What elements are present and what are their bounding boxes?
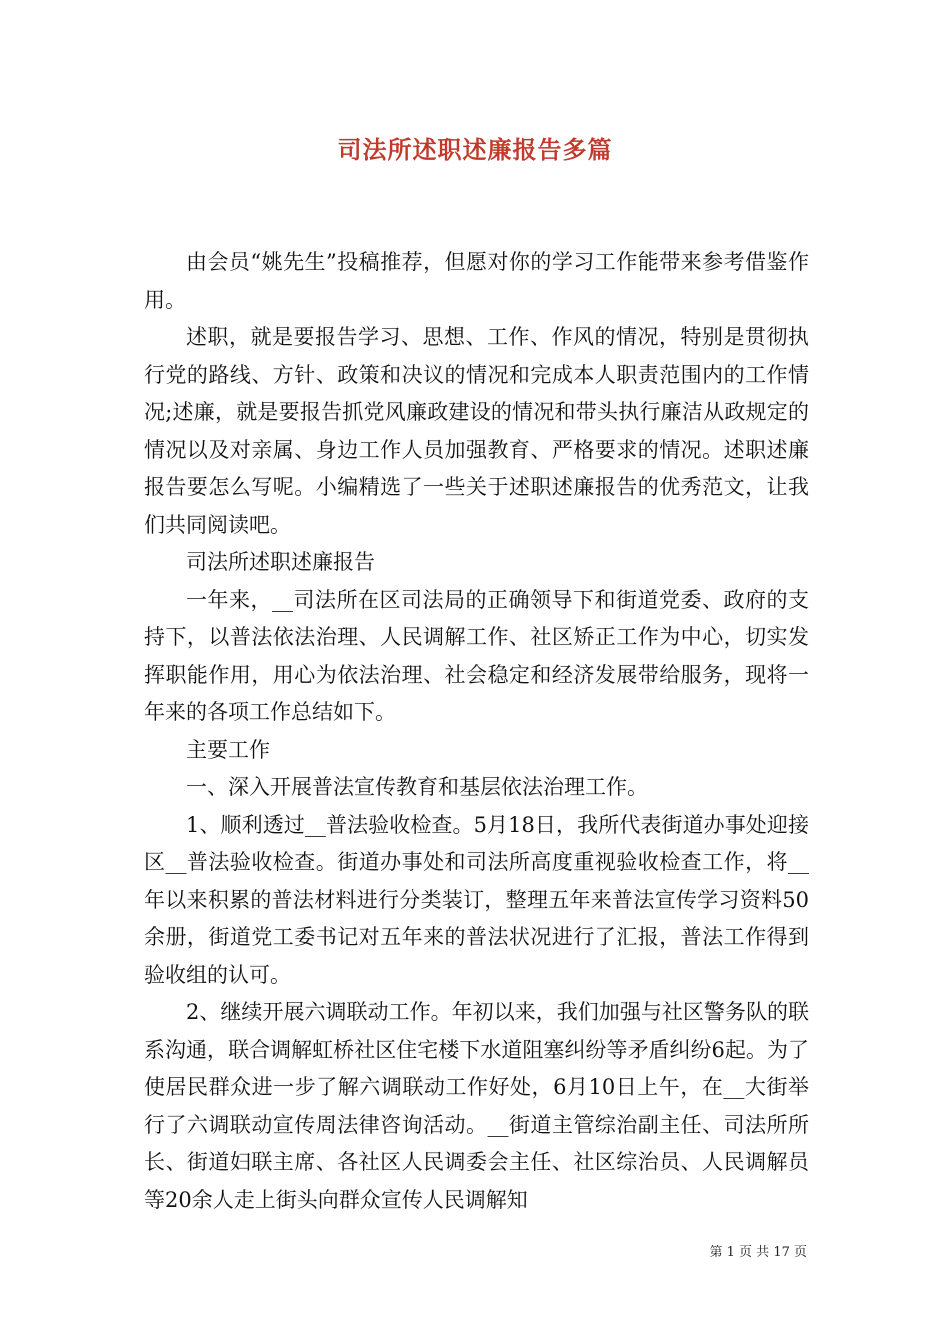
page-footer: 第 1 页 共 17 页 (709, 1245, 807, 1260)
paragraph-main-work: 主要工作 (186, 737, 270, 762)
document-body (144, 244, 809, 1219)
paragraph-summary: 一年来，__司法所在区司法局的正确领导下和街道党委、政府的支持下，以普法依法治理、人民调解工作、社区矫正工作为中心，切实发挥职能作用，用心为依法治理、社会稳定和经济发展带给服务，现将一年来的各项工作总结如下。 (144, 587, 809, 724)
paragraph-definition: 述职，就是要报告学习、思想、工作、作风的情况，特别是贯彻执行党的路线、方针、政策和决议的情况和完成本人职责范围内的工作情况;述廉，就是要报告抓党风廉政建设的情况和带头执行廉洁从政规定的情况以及对亲属、身边工作人员加强教育、严格要求的情况。述职述廉报告要怎么写呢。小编精选了一些关于述职述廉报告的优秀范文，让我们共同阅读吧。 (144, 325, 809, 537)
paragraph-section-one: 一、深入开展普法宣传教育和基层依法治理工作。 (186, 775, 648, 799)
paragraph-intro: 由会员“姚先生”投稿推荐，但愿对你的学习工作能带来参考借鉴作用。 (144, 250, 809, 312)
paragraph-item-two: 2、继续开展六调联动工作。年初以来，我们加强与社区警务队的联系沟通，联合调解虹桥社区住宅楼下水道阻塞纠纷等矛盾纠纷6起。为了使居民群众进一步了解六调联动工作好处，6月10日上午，在__大街举行了六调联动宣传周法律咨询活动。__街道主管综治副主任、司法所所长、街道妇联主席、各社区人民调委会主任、社区综治员、人民调解员等20余人走上街头向群众宣传人民调解知 (144, 1000, 809, 1212)
paragraph-subtitle: 司法所述职述廉报告 (186, 550, 375, 574)
paragraph-item-one: 1、顺利透过__普法验收检查。5月18日，我所代表街道办事处迎接区__普法验收检查。街道办事处和司法所高度重视验收检查工作，将__年以来积累的普法材料进行分类装订，整理五年来普法宣传学习资料50余册，街道党工委书记对五年来的普法状况进行了汇报，普法工作得到验收组的认可。 (144, 812, 809, 987)
document-title: 司法所述职述廉报告多篇 (337, 135, 613, 164)
